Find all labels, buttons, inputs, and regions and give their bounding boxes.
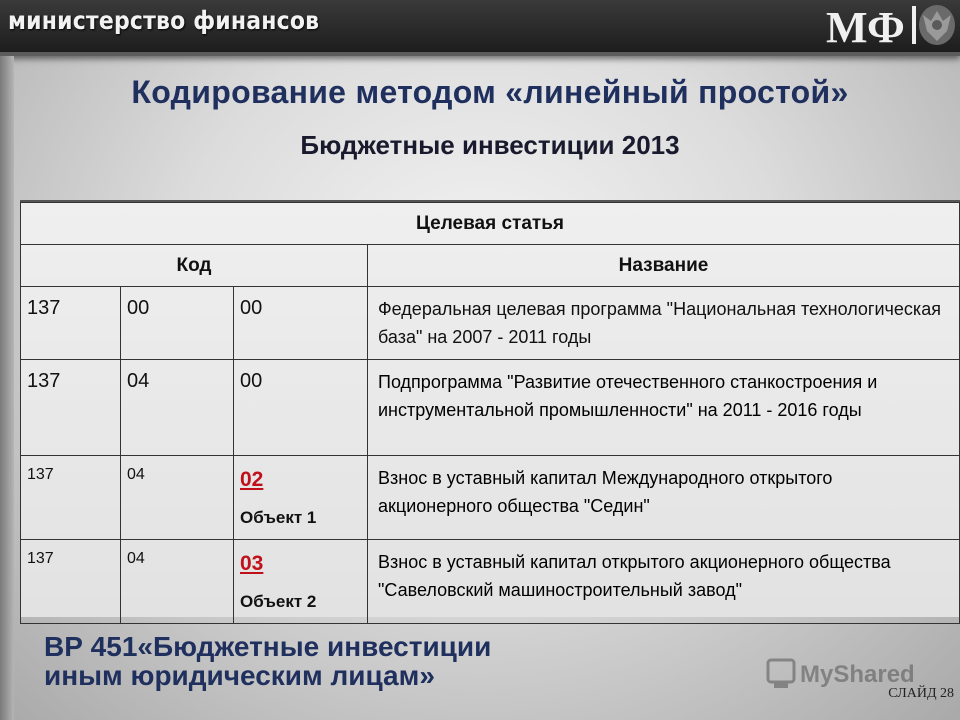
- code-part-2: 04: [121, 456, 234, 540]
- budget-table-container: [20, 200, 960, 617]
- table-row: [21, 360, 960, 456]
- code-column-header: Код: [21, 245, 368, 287]
- slide-subtitle: Бюджетные инвестиции 2013: [300, 130, 680, 160]
- code-part-2: 04: [121, 360, 234, 456]
- code-part-3-cell: [234, 456, 368, 540]
- ministry-name: министерство финансов: [8, 6, 320, 35]
- code-part-3: 00: [234, 287, 368, 360]
- row-name: Федеральная целевая программа "Национальная технологическая база" на 2007 - 2011 годы: [368, 287, 960, 360]
- expense-type-caption: [44, 632, 744, 690]
- code-part-3: 00: [234, 360, 368, 456]
- caption-line-1: ВР 451«Бюджетные инвестиции: [44, 631, 492, 662]
- code-part-2: 04: [121, 540, 234, 624]
- code-part-1: 137: [21, 287, 121, 360]
- slide-title: Кодирование методом «линейный простой»: [131, 74, 849, 110]
- code-part-2: 00: [121, 287, 234, 360]
- table-row: [21, 287, 960, 360]
- object-code-link[interactable]: 03: [240, 552, 264, 575]
- coat-of-arms-icon: [915, 1, 959, 49]
- table-row: [21, 540, 960, 624]
- code-part-1: 137: [21, 360, 121, 456]
- code-part-1: 137: [21, 456, 121, 540]
- ministry-logo-icon: [822, 2, 922, 48]
- target-article-header: Целевая статья: [21, 203, 960, 245]
- caption-line-2: иным юридическим лицам»: [44, 660, 435, 691]
- row-name: Взнос в уставный капитал Международного открытого акционерного общества "Седин": [368, 456, 960, 540]
- code-part-1: 137: [21, 540, 121, 624]
- object-code-link[interactable]: 02: [240, 468, 264, 491]
- slide-number: СЛАЙД 28: [888, 686, 954, 701]
- header-bar: [0, 0, 960, 56]
- watermark-text: MyShared: [800, 661, 915, 688]
- name-column-header: Название: [368, 245, 960, 287]
- table-row: [21, 456, 960, 540]
- code-part-3-cell: [234, 540, 368, 624]
- row-name: Подпрограмма "Развитие отечественного станкостроения и инструментальной промышленности" на 2011 - 2016 годы: [368, 360, 960, 456]
- table-group-header-row: [21, 203, 960, 245]
- object-label: Объект 1: [240, 508, 317, 527]
- row-name: Взнос в уставный капитал открытого акционерного общества "Савеловский машиностроительный завод": [368, 540, 960, 624]
- table-column-header-row: [21, 245, 960, 287]
- logo-text: МФ: [826, 3, 905, 48]
- object-label: Объект 2: [240, 592, 317, 611]
- budget-code-table: [20, 202, 960, 624]
